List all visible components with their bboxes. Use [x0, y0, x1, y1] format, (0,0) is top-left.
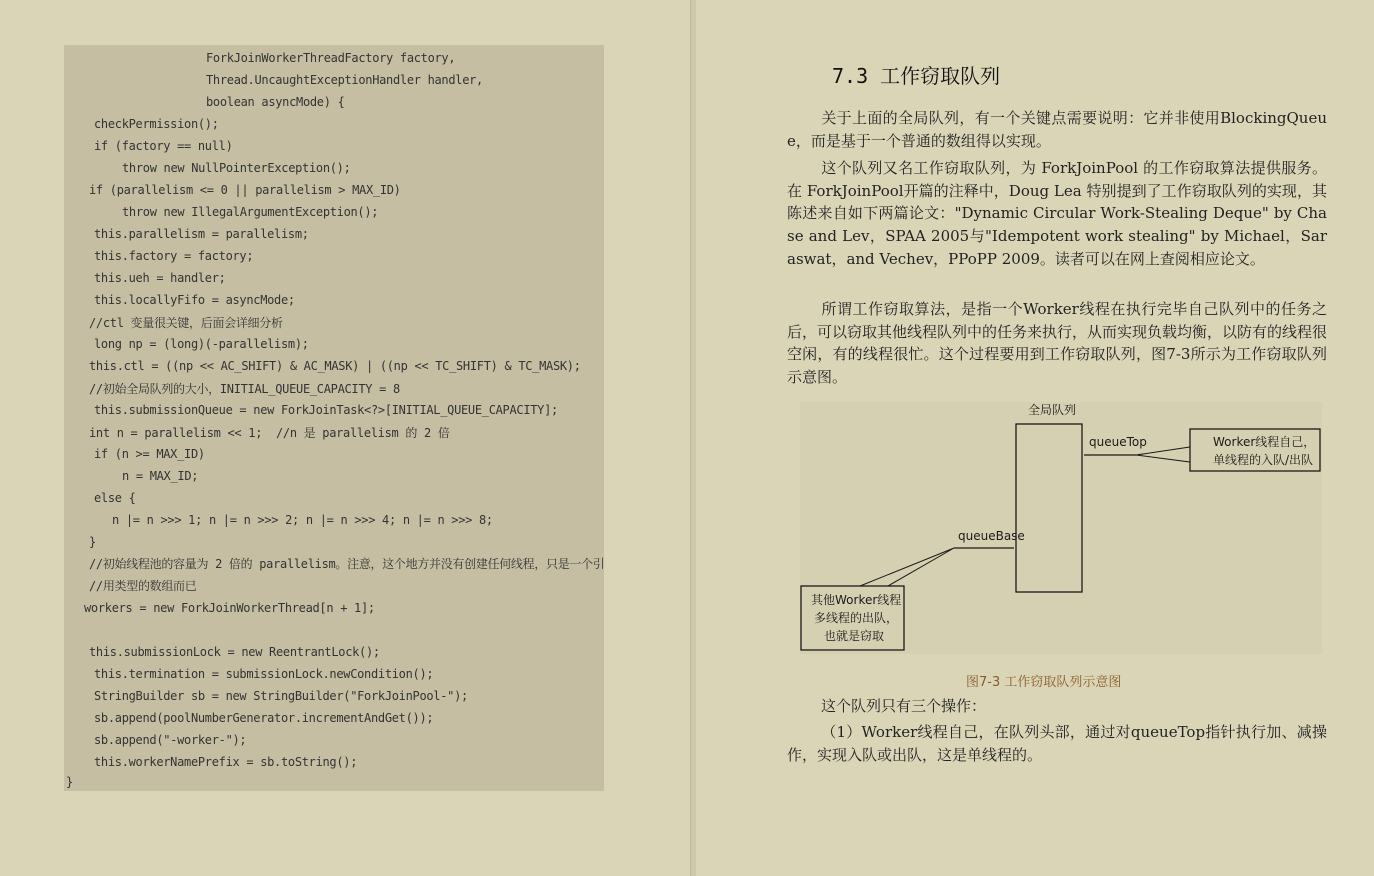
code-line: n |= n >>> 1; n |= n >>> 2; n |= n >>> 4; n |= n >>> 8; [112, 513, 493, 527]
code-line: if (factory == null) [94, 139, 233, 153]
code-line: workers = new ForkJoinWorkerThread[n + 1]; [84, 601, 375, 615]
code-line: } [89, 535, 96, 549]
right-callout-line-1: Worker线程自己， [1213, 435, 1316, 449]
right-callout-line-2: 单线程的入队/出队 [1213, 453, 1314, 467]
figure-caption: 图7-3 工作窃取队列示意图 [966, 675, 1122, 690]
code-line: Thread.UncaughtExceptionHandler handler, [206, 73, 483, 87]
code-line: this.parallelism = parallelism; [94, 227, 309, 241]
code-line: //初始线程池的容量为 2 倍的 parallelism。注意，这个地方并没有创建任何线程，只是一个引 [89, 557, 605, 571]
code-line: this.ueh = handler; [94, 271, 226, 285]
paragraph: 所谓工作窃取算法，是指一个Worker线程在执行完毕自己队列中的任务之后，可以窃取其他线程队列中的任务来执行，从而实现负载均衡，以防有的线程很空闲，有的线程很忙。这个过程要用到工作窃取队列，图7-3所示为工作窃取队列示意图。 [787, 300, 1328, 387]
work-stealing-diagram [800, 402, 1322, 654]
code-line: this.termination = submissionLock.newCondition(); [94, 667, 434, 681]
code-line: n = MAX_ID; [122, 469, 199, 483]
code-line: throw new IllegalArgumentException(); [122, 205, 379, 219]
global-queue-label: 全局队列 [1028, 403, 1077, 417]
code-line: sb.append(poolNumberGenerator.incrementAndGet()); [94, 711, 434, 725]
diagram-svg [800, 402, 1322, 654]
code-line: this.submissionQueue = new ForkJoinTask<?>[INITIAL_QUEUE_CAPACITY]; [94, 403, 558, 417]
paragraph: 这个队列只有三个操作： [821, 697, 987, 715]
code-line: StringBuilder sb = new StringBuilder("ForkJoinPool-"); [94, 689, 468, 703]
code-line: //用类型的数组而已 [89, 579, 197, 593]
code-line: else { [94, 491, 136, 505]
left-callout-line-3: 也就是窃取 [824, 629, 885, 643]
code-line: throw new NullPointerException(); [122, 161, 351, 175]
queue-base-label: queueBase [958, 529, 1025, 543]
code-line: this.factory = factory; [94, 249, 254, 263]
code-line: this.workerNamePrefix = sb.toString(); [94, 755, 358, 769]
code-line: boolean asyncMode) { [206, 95, 345, 109]
code-line: this.locallyFifo = asyncMode; [94, 293, 295, 307]
paragraph: （1）Worker线程自己，在队列头部，通过对queueTop指针执行加、减操作，实现入队或出队，这是单线程的。 [787, 723, 1327, 764]
code-line: //初始全局队列的大小，INITIAL_QUEUE_CAPACITY = 8 [89, 382, 400, 396]
code-line: ForkJoinWorkerThreadFactory factory, [206, 51, 456, 65]
code-line: this.ctl = ((np << AC_SHIFT) & AC_MASK) | ((np << TC_SHIFT) & TC_MASK); [89, 359, 581, 373]
code-line: checkPermission(); [94, 117, 219, 131]
code-line: this.submissionLock = new ReentrantLock(); [89, 645, 380, 659]
paragraph: 关于上面的全局队列，有一个关键点需要说明：它并非使用BlockingQueue，而是基于一个普通的数组得以实现。 [787, 109, 1327, 150]
section-title: 7.3 工作窃取队列 [832, 64, 1001, 88]
code-line: if (parallelism <= 0 || parallelism > MAX_ID) [89, 183, 401, 197]
code-line: if (n >= MAX_ID) [94, 447, 205, 461]
paragraph: 这个队列又名工作窃取队列，为 ForkJoinPool 的工作窃取算法提供服务。在 ForkJoinPool开篇的注释中，Doug Lea 特别提到了工作窃取队列的实现，其陈述来自如下两篇论文："Dynamic Circular Work-Stealing Deque" by Chase and Lev，SPAA 2005与"Idempotent work stealing" by Michael，Saraswat，and Vechev，PPoPP 2009。读者可以在网上查阅相应论文。 [787, 159, 1327, 268]
code-line: int n = parallelism << 1; //n 是 parallelism 的 2 倍 [89, 426, 450, 440]
queue-top-label: queueTop [1089, 435, 1147, 449]
code-line: sb.append("-worker-"); [94, 733, 247, 747]
queue-rect [1016, 424, 1082, 592]
left-callout-line-1: 其他Worker线程 [811, 593, 902, 607]
code-line: //ctl 变量很关键，后面会详细分析 [89, 316, 283, 330]
right-callout-pointer [1136, 447, 1190, 462]
code-line: } [66, 775, 73, 789]
left-callout-line-2: 多线程的出队， [814, 611, 899, 625]
code-line: long np = (long)(-parallelism); [94, 337, 309, 351]
